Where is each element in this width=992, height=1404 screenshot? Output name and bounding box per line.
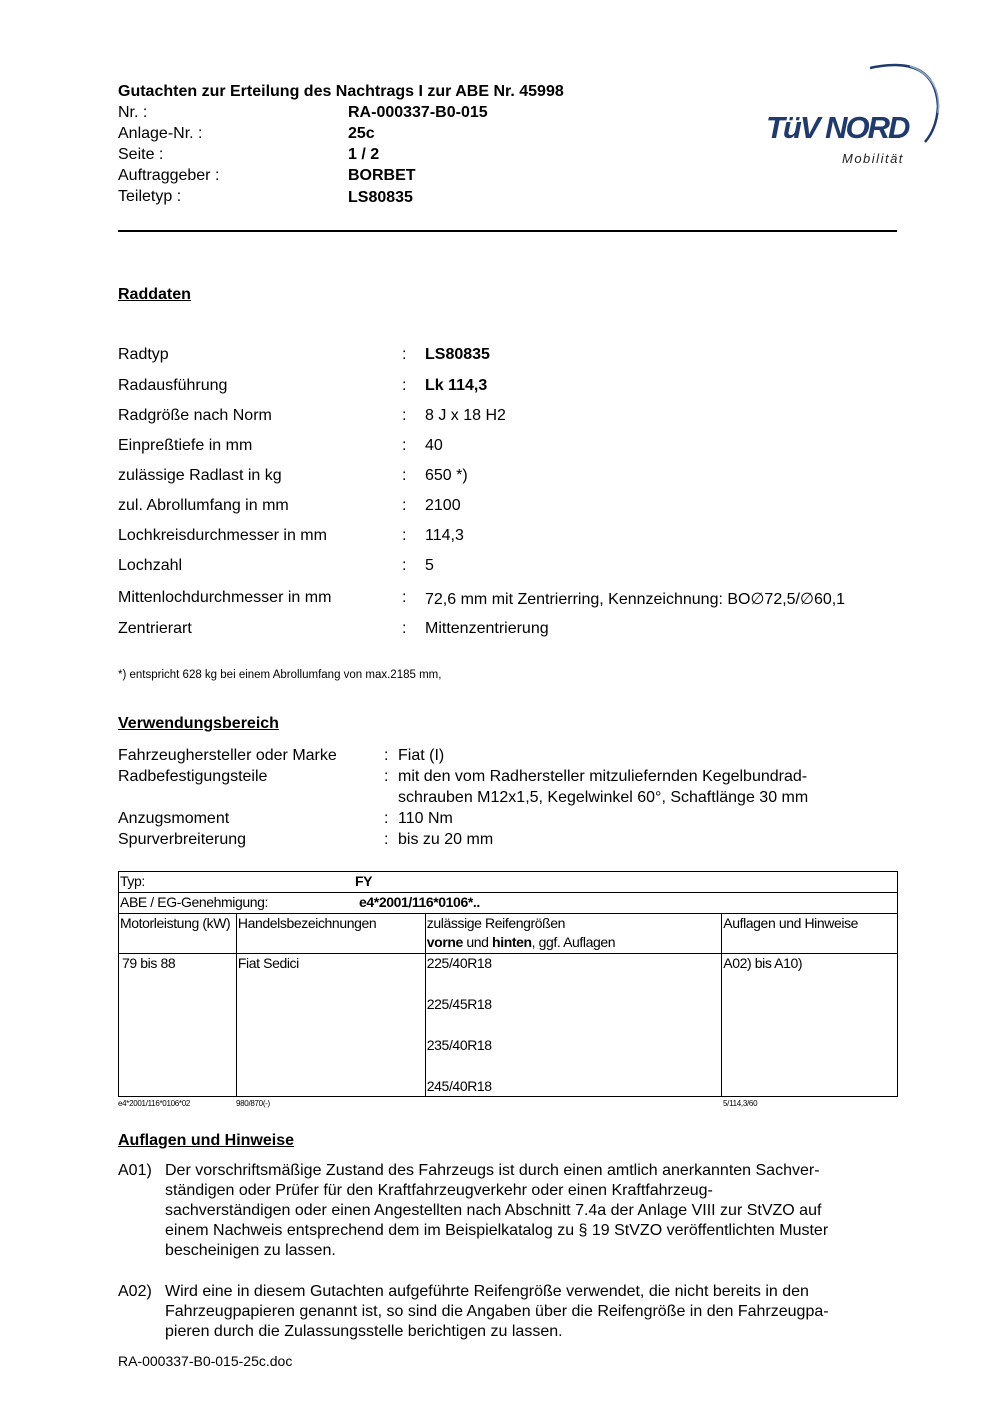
raddaten-value: 8 J x 18 H2 <box>425 407 506 424</box>
hint-line: bescheinigen zu lassen. <box>165 1242 336 1259</box>
hint-line: sachverständigen oder einen Angestellten nach Abschnitt 7.4a der Anlage VIII zur StVZO auf <box>165 1202 822 1219</box>
table-row-typ <box>119 872 898 893</box>
header-value-teiletyp: LS80835 <box>348 189 413 206</box>
verwendung-label: Radbefestigungsteile <box>118 768 268 785</box>
logo-brand: TüV NORD <box>766 110 909 145</box>
raddaten-footnote: *) entspricht 628 kg bei einem Abrollumfang von max.2185 mm, <box>118 669 442 681</box>
raddaten-value: 72,6 mm mit Zentrierring, Kennzeichnung: BO∅72,5/∅60,1 <box>425 591 846 608</box>
raddaten-label: Lochzahl <box>118 557 183 574</box>
raddaten-value: LS80835 <box>425 346 490 363</box>
header-label-auftraggeber: Auftraggeber : <box>118 167 220 184</box>
table-foot-mid: 980/870(-) <box>236 1099 270 1108</box>
verwendung-value: schrauben M12x1,5, Kegelwinkel 60°, Schaftlänge 30 mm <box>398 789 809 806</box>
verwendung-value: Fiat (I) <box>398 747 445 764</box>
hint-line: Wird eine in diesem Gutachten aufgeführte Reifengröße verwendet, die nicht bereits in den <box>165 1283 809 1300</box>
raddaten-label: Lochkreisdurchmesser in mm <box>118 527 327 544</box>
hint-line: ständigen oder Prüfer für den Kraftfahrzeugverkehr oder einen Kraftfahrzeug- <box>165 1182 713 1199</box>
hint-code: A02) <box>118 1283 152 1300</box>
typ-label: Typ: <box>120 873 145 889</box>
raddaten-label: zul. Abrollumfang in mm <box>118 497 289 514</box>
abe-label: ABE / EG-Genehmigung: <box>120 894 269 910</box>
verwendung-label: Anzugsmoment <box>118 810 230 827</box>
tyre-size: 235/40R18 <box>426 1037 492 1053</box>
col-header-reifen-line2: vorne und hinten, ggf. Auflagen <box>426 934 616 950</box>
verwendung-label: Spurverbreiterung <box>118 831 247 848</box>
footer-filename: RA-000337-B0-015-25c.doc <box>118 1353 293 1369</box>
tyre-size: 225/45R18 <box>426 996 492 1012</box>
logo-sub: Mobilität <box>842 151 904 166</box>
hint-line: Fahrzeugpapieren genannt ist, so sind die Angaben über die Reifengröße in den Fahrzeugpa- <box>165 1303 829 1320</box>
col-header-reifen-line1: zulässige Reifengrößen <box>426 915 566 931</box>
section-verwendung-title: Verwendungsbereich <box>118 715 279 732</box>
verwendung-value: bis zu 20 mm <box>398 831 494 848</box>
header-divider <box>118 230 897 232</box>
header-label-anlage: Anlage-Nr. : <box>118 125 203 142</box>
header-label-seite: Seite : <box>118 146 164 163</box>
tyre-size: 245/40R18 <box>426 1078 492 1094</box>
table-foot-right: 5/114,3/60 <box>723 1099 758 1108</box>
col-header-reifen <box>425 914 721 954</box>
verwendung-value: 110 Nm <box>398 810 453 827</box>
raddaten-label: Radausführung <box>118 377 228 394</box>
tyre-size: 225/40R18 <box>426 955 492 971</box>
verwendung-row: Anzugsmoment : 110 Nm <box>118 810 453 827</box>
verwendung-row: Radbefestigungsteile : mit den vom Radhersteller mitzuliefernden Kegelbundrad- schrauben M12x1,5, Kegelwinkel 60°, Schaftlänge 30 mm <box>118 768 809 806</box>
typ-value: FY <box>355 873 373 889</box>
header-value-seite: 1 / 2 <box>348 146 380 163</box>
hint-item <box>118 1161 898 1261</box>
col-header-handel: Handelsbezeichnungen <box>236 914 425 954</box>
raddaten-value: 2100 <box>425 497 461 514</box>
cell-motor: 79 bis 88 <box>119 954 237 1097</box>
header-value-nr: RA-000337-B0-015 <box>348 104 488 121</box>
raddaten-label: Einpreßtiefe in mm <box>118 437 253 454</box>
col-header-motor: Motorleistung (kW) <box>119 914 237 954</box>
header-label-teiletyp: Teiletyp : <box>118 188 182 205</box>
table-row <box>119 954 898 1097</box>
tuev-nord-logo <box>760 58 945 173</box>
cell-auflagen: A02) bis A10) <box>722 954 898 1097</box>
header-value-anlage: 25c <box>348 125 375 142</box>
document-title: Gutachten zur Erteilung des Nachtrags I zur ABE Nr. 45998 <box>118 83 564 100</box>
verwendung-row: Spurverbreiterung : bis zu 20 mm <box>118 831 494 848</box>
verwendung-row: Fahrzeughersteller oder Marke : Fiat (I) <box>118 747 445 764</box>
hint-line: pieren durch die Zulassungsstelle berichtigen zu lassen. <box>165 1323 563 1340</box>
raddaten-label: Mittenlochdurchmesser in mm <box>118 589 332 606</box>
cell-handel: Fiat Sedici <box>236 954 425 1097</box>
table-row-abe <box>119 893 898 914</box>
raddaten-value: Lk 114,3 <box>425 377 488 394</box>
raddaten-value: Mittenzentrierung <box>425 620 549 637</box>
verwendung-value: mit den vom Radhersteller mitzuliefernden Kegelbundrad- <box>398 768 808 785</box>
vehicle-table <box>118 871 898 1097</box>
header-value-auftraggeber: BORBET <box>348 167 416 184</box>
hint-code: A01) <box>118 1162 152 1179</box>
raddaten-value: 5 <box>425 557 434 574</box>
hint-line: einem Nachweis entsprechend dem im Beispielkatalog zu § 19 StVZO veröffentlichten Muster <box>165 1222 829 1239</box>
raddaten-value: 114,3 <box>425 527 464 544</box>
raddaten-label: Zentrierart <box>118 620 192 637</box>
raddaten-label: Radgröße nach Norm <box>118 407 272 424</box>
header-label-nr: Nr. : <box>118 104 148 121</box>
abe-value: e4*2001/116*0106*.. <box>359 894 480 910</box>
raddaten-value: 650 *) <box>425 467 468 484</box>
table-foot-left: e4*2001/116*0106*02 <box>118 1099 191 1108</box>
verwendung-label: Fahrzeughersteller oder Marke <box>118 747 337 764</box>
raddaten-label: zulässige Radlast in kg <box>118 467 282 484</box>
table-header-row <box>119 914 898 954</box>
section-auflagen-title: Auflagen und Hinweise <box>118 1132 295 1149</box>
col-header-auflagen: Auflagen und Hinweise <box>722 914 898 954</box>
raddaten-value: 40 <box>425 437 443 454</box>
hint-item <box>118 1282 898 1342</box>
section-raddaten-title: Raddaten <box>118 286 191 303</box>
raddaten-label: Radtyp <box>118 346 169 363</box>
hint-line: Der vorschriftsmäßige Zustand des Fahrzeugs ist durch einen amtlich anerkannten Sachver- <box>165 1162 820 1179</box>
cell-tyres <box>425 954 721 1097</box>
